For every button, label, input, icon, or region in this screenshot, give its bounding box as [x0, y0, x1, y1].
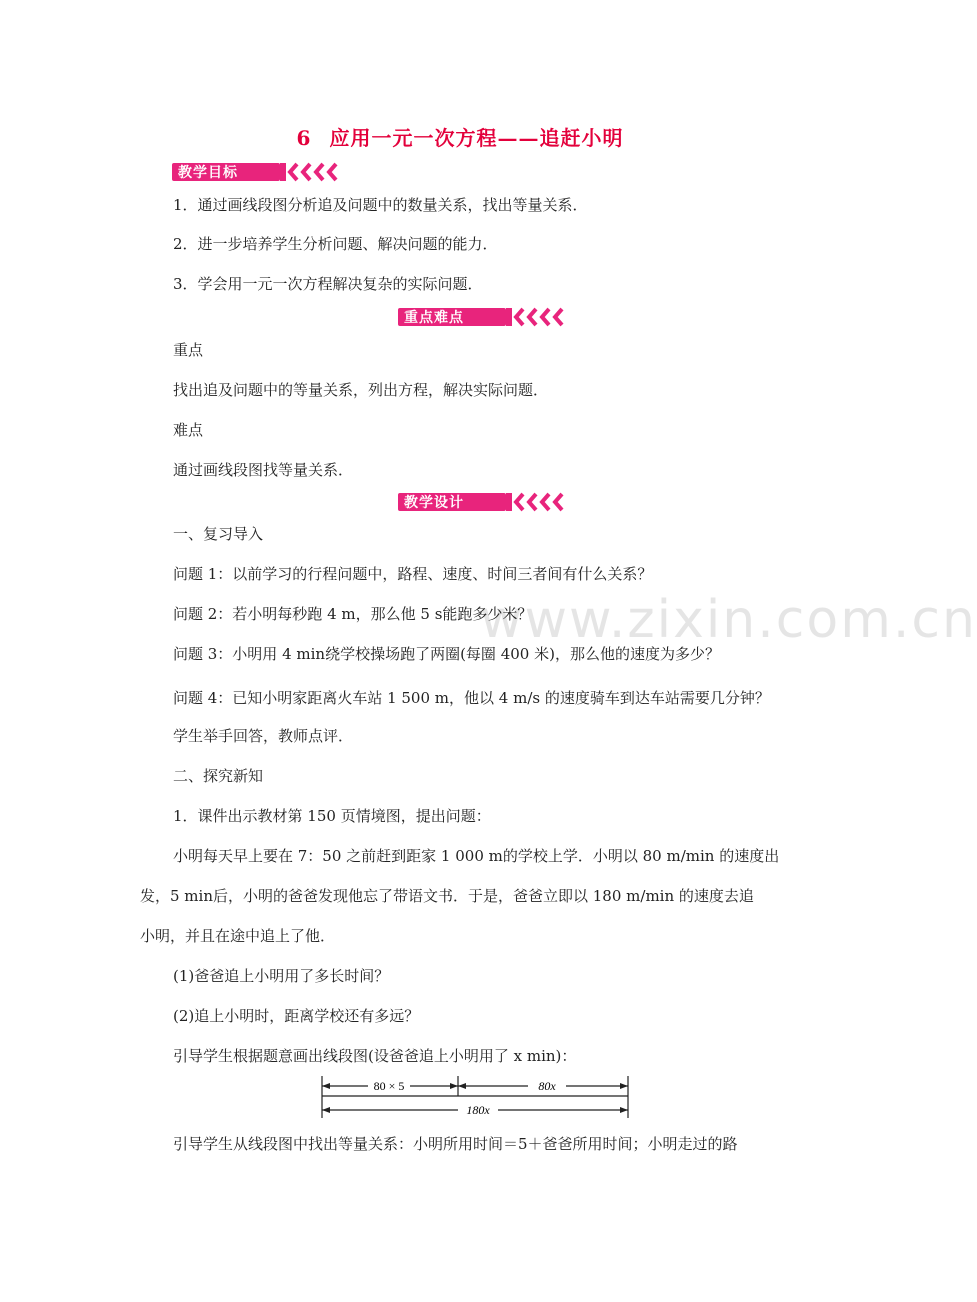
title-text: 应用一元一次方程——追赶小明	[329, 126, 624, 150]
badge-teaching-design-label: 教学设计	[404, 495, 464, 511]
badge-key-points-label: 重点难点	[404, 310, 464, 326]
difficult-text: 通过画线段图找等量关系．	[173, 461, 354, 479]
answer-note: 学生举手回答，教师点评．	[173, 727, 354, 745]
paragraph-line-1: 小明每天早上要在 7：50 之前赶到距家 1 000 m的学校上学．小明以 80 m/min 的速度出	[173, 847, 780, 865]
label-80x: 80x	[538, 1079, 556, 1093]
guide-2: 引导学生从线段图中找出等量关系：小明所用时间＝5＋爸爸所用时间；小明走过的路	[173, 1135, 738, 1153]
sub-question-1: (1)爸爸追上小明用了多长时间？	[173, 967, 390, 985]
difficult-label: 难点	[173, 421, 204, 439]
paragraph-line-3: 小明，并且在途中追上了他．	[140, 927, 336, 945]
question-2: 问题 2：若小明每秒跑 4 m，那么他 5 s能跑多少米？	[173, 605, 533, 623]
goal-2: 2．进一步培养学生分析问题、解决问题的能力．	[173, 235, 498, 253]
question-1: 问题 1：以前学习的行程问题中，路程、速度、时间三者间有什么关系？	[173, 565, 653, 583]
paragraph-line-2: 发，5 min后，小明的爸爸发现他忘了带语文书．于是，爸爸立即以 180 m/min 的速度去追	[140, 887, 754, 905]
section-explore: 二、探究新知	[173, 767, 264, 785]
badge-teaching-design	[398, 491, 568, 513]
important-text: 找出追及问题中的等量关系，列出方程，解决实际问题．	[173, 381, 549, 399]
title-number: 6	[296, 126, 312, 150]
label-80x5: 80 × 5	[373, 1079, 405, 1093]
important-label: 重点	[173, 341, 204, 359]
guide-1: 引导学生根据题意画出线段图(设爸爸追上小明用了 x min)：	[173, 1047, 577, 1065]
badge-teaching-goals-label: 教学目标	[178, 165, 238, 181]
sub-question-2: (2)追上小明时，距离学校还有多远？	[173, 1007, 420, 1025]
badge-teaching-goals	[172, 161, 342, 183]
segment-diagram	[318, 1074, 634, 1122]
section-review: 一、复习导入	[173, 525, 264, 543]
goal-3: 3．学会用一元一次方程解决复杂的实际问题．	[173, 275, 483, 293]
question-4: 问题 4：已知小明家距离火车站 1 500 m，他以 4 m/s 的速度骑车到达车站需要几分钟？	[173, 689, 770, 707]
badge-key-points	[398, 306, 568, 328]
chevrons-icon	[280, 161, 340, 183]
label-180x: 180x	[466, 1103, 490, 1117]
chevrons-icon	[506, 491, 566, 513]
question-3: 问题 3：小明用 4 min绕学校操场跑了两圈(每圈 400 米)，那么他的速度为多少？	[173, 645, 720, 663]
page-title	[0, 122, 920, 151]
item-1: 1．课件出示教材第 150 页情境图，提出问题：	[173, 807, 491, 825]
goal-1: 1．通过画线段图分析追及问题中的数量关系，找出等量关系．	[173, 196, 588, 214]
watermark: www.zixin.com.cn	[480, 590, 977, 650]
chevrons-icon	[506, 306, 566, 328]
